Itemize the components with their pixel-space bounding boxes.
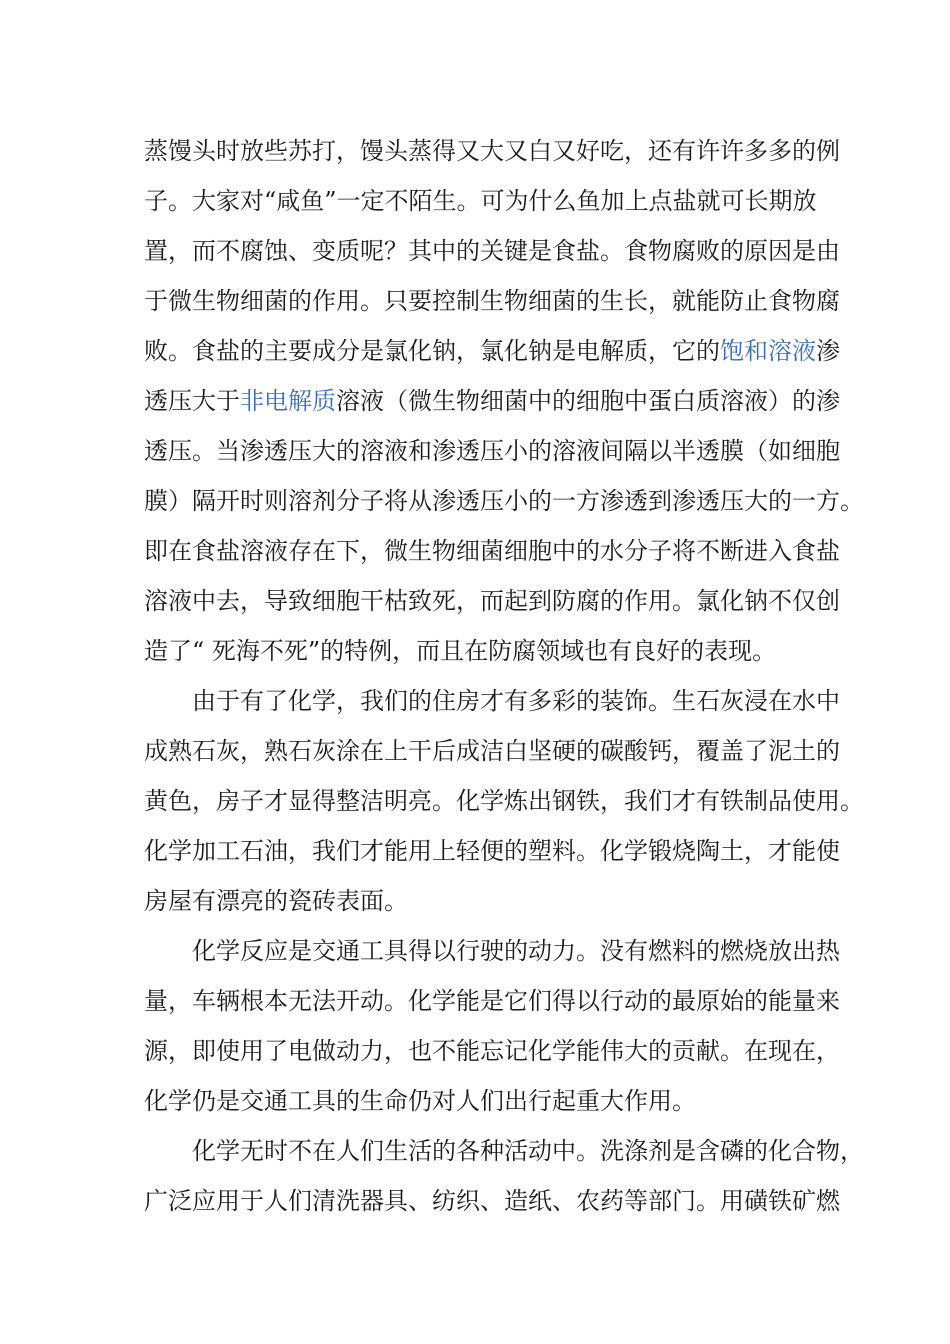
- paragraph-line: 于微生物细菌的作用。只要控制生物细菌的生长，就能防止食物腐: [144, 287, 840, 315]
- link-saturated-solution[interactable]: 饱和溶液: [720, 337, 816, 365]
- paragraph-line: 造了“ 死海不死”的特例，而且在防腐领域也有良好的表现。: [144, 637, 777, 665]
- text-segment: 透压大于: [144, 387, 240, 415]
- paragraph-line: [144, 386, 840, 416]
- paragraph-line: 量，车辆根本无法开动。化学能是它们得以行动的最原始的能量来: [144, 987, 840, 1015]
- paragraph-line: 溶液中去，导致细胞干枯致死，而起到防腐的作用。氯化钠不仅创: [144, 587, 840, 615]
- text-segment: 败。食盐的主要成分是氯化钠，氯化钠是电解质，它的: [144, 337, 720, 365]
- paragraph-line: 化学无时不在人们生活的各种活动中。洗涤剂是含磷的化合物，: [192, 1137, 864, 1165]
- paragraph-line: 膜）隔开时则溶剂分子将从渗透压小的一方渗透到渗透压大的一方。: [144, 487, 864, 515]
- paragraph-line: 即在食盐溶液存在下，微生物细菌细胞中的水分子将不断进入食盐: [144, 537, 840, 565]
- paragraph-line: 子。大家对“咸鱼”一定不陌生。可为什么鱼加上点盐就可长期放: [144, 187, 817, 215]
- link-non-electrolyte[interactable]: 非电解质: [240, 387, 336, 415]
- text-segment: 溶液（微生物细菌中的细胞中蛋白质溶液）的渗: [336, 387, 840, 415]
- paragraph-line: 蒸馒头时放些苏打，馒头蒸得又大又白又好吃，还有许许多多的例: [144, 137, 840, 165]
- paragraph-line: 化学加工石油，我们才能用上轻便的塑料。化学锻烧陶土，才能使: [144, 837, 840, 865]
- paragraph-line: 由于有了化学，我们的住房才有多彩的装饰。生石灰浸在水中: [192, 687, 840, 715]
- paragraph-line: 黄色，房子才显得整洁明亮。化学炼出钢铁，我们才有铁制品使用。: [144, 787, 864, 815]
- paragraph-line: 广泛应用于人们清洗器具、纺织、造纸、农药等部门。用磺铁矿燃: [144, 1187, 840, 1215]
- paragraph-line: 房屋有漂亮的瓷砖表面。: [144, 887, 408, 915]
- paragraph-line: 成熟石灰，熟石灰涂在上干后成洁白坚硬的碳酸钙，覆盖了泥土的: [144, 737, 840, 765]
- paragraph-line: [144, 336, 840, 366]
- paragraph-line: 化学反应是交通工具得以行驶的动力。没有燃料的燃烧放出热: [192, 937, 840, 965]
- paragraph-line: 化学仍是交通工具的生命仍对人们出行起重大作用。: [144, 1087, 696, 1115]
- text-segment: 渗: [816, 337, 840, 365]
- paragraph-line: 源，即使用了电做动力，也不能忘记化学能伟大的贡献。在现在，: [144, 1037, 840, 1065]
- paragraph-line: 置，而不腐蚀、变质呢？其中的关键是食盐。食物腐败的原因是由: [144, 237, 840, 265]
- paragraph-line: 透压。当渗透压大的溶液和渗透压小的溶液间隔以半透膜（如细胞: [144, 437, 840, 465]
